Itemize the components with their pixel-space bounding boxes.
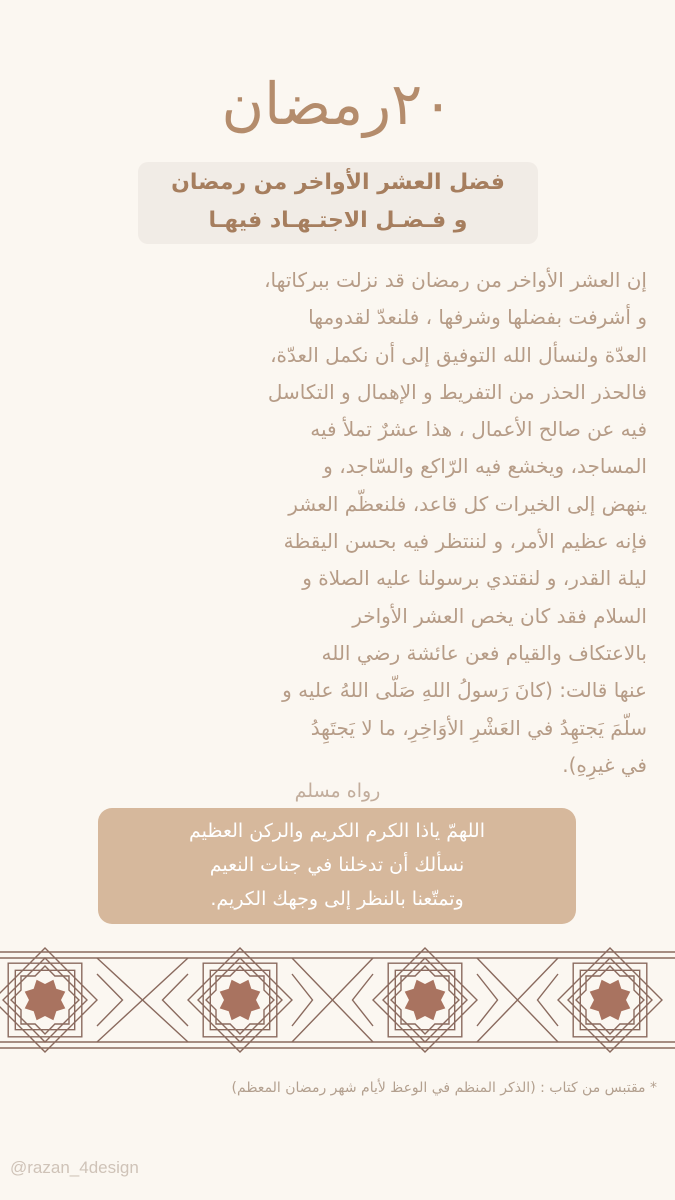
body-line: سلّمَ يَجتهِدُ في العَشْرِ الأوَاخِرِ، ما لا يَجتَهِدُ <box>310 715 647 740</box>
body-line: فإنه عظيم الأمر، و لننتظر فيه بحسن اليقظة <box>283 529 647 554</box>
quote-source <box>0 1080 675 1096</box>
body-paragraph <box>30 262 647 784</box>
body-line: ينهض إلى الخيرات كل قاعد، فلنعظّم العشر <box>288 491 647 516</box>
body-line: ليلة القدر، و لنقتدي برسولنا عليه الصلاة و <box>302 566 647 591</box>
quote-source-text: * مقتبس من كتاب : (الذكر المنظم في الوعظ لأيام شهر رمضان المعظم) <box>231 1080 657 1096</box>
subtitle-box <box>138 162 538 244</box>
dua-line: نسألك أن تدخلنا في جنات النعيم <box>209 854 465 876</box>
body-line: العدّة ولنسأل الله التوفيق إلى أن نكمل العدّة، <box>270 342 647 367</box>
dua-line: وتمتّعنا بالنظر إلى وجهك الكريم. <box>210 888 464 910</box>
ornament-star <box>590 980 631 1021</box>
body-line: السلام فقد كان يخص العشر الأواخر <box>352 603 647 628</box>
body-line: عنها قالت: (كانَ رَسولُ اللهِ صَلّى اللهُ عليه و <box>282 678 647 703</box>
body-line: فيه عن صالح الأعمال ، هذا عشرٌ تملأ فيه <box>310 417 647 442</box>
body-line: المساجد، ويخشع فيه الرّاكع والسّاجد، و <box>323 454 647 479</box>
body-line: فالحذر الحذر من التفريط و الإهمال و التكاسل <box>267 379 647 404</box>
ornament-link <box>97 958 188 1042</box>
body-line: بالاعتكاف والقيام فعن عائشة رضي الله <box>321 640 647 665</box>
page-title: ٢٠رمضان <box>221 70 454 138</box>
dua-box <box>98 808 576 924</box>
body-line: في غيرِهِ). <box>562 752 647 777</box>
body-line: و أشرفت بفضلها وشرفها ، فلنعدّ لقدومها <box>308 305 647 330</box>
subtitle-line-1: فضل العشر الأواخر من رمضان <box>171 170 505 195</box>
narrator-attribution: رواه مسلم <box>294 780 381 802</box>
ornament-link <box>477 958 558 1042</box>
ornament-star <box>220 980 261 1021</box>
geometric-ornament-border <box>0 944 675 1056</box>
body-line: إن العشر الأواخر من رمضان قد نزلت ببركاتها، <box>264 268 647 292</box>
subtitle-line-2: و فـضـل الاجتـهـاد فيهـا <box>208 208 468 233</box>
ornament-star <box>25 980 66 1021</box>
ornament-star <box>405 980 446 1021</box>
ornament-link <box>292 958 373 1042</box>
designer-watermark: @razan_4design <box>10 1158 139 1177</box>
dua-line: اللهمّ ياذا الكرم الكريم والركن العظيم <box>189 820 485 842</box>
